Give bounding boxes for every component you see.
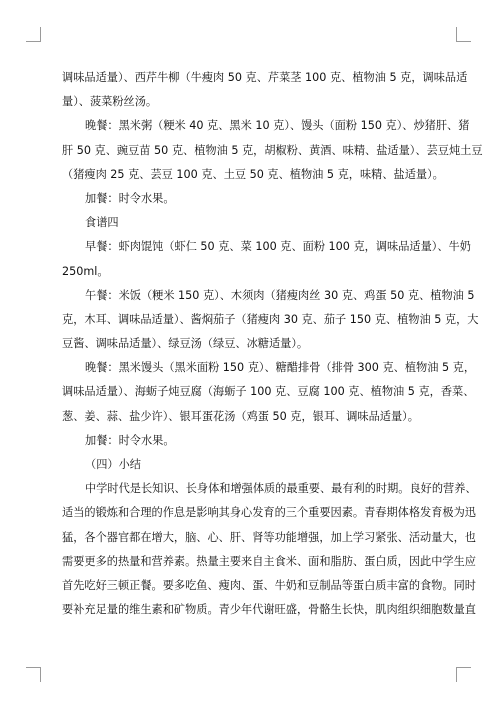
text-line: 量）、菠菜粉丝汤。: [62, 95, 158, 109]
text-line: 肝 50 克、豌豆苗 50 克、植物油 5 克，胡椒粉、黄酒、味精、盐适量）、芸豆炖土豆: [62, 143, 483, 157]
document-body: [62, 66, 483, 622]
text-line: 猛，各个器官都在增大，脑、心、肝、肾等功能增强，加上学习紧张、活动量大，也: [62, 530, 476, 544]
crop-mark-bottom-left: [26, 667, 41, 682]
text-line: （猪瘦肉 25 克、芸豆 100 克、土豆 50 克、植物油 5 克，味精、盐适量）。: [62, 167, 444, 181]
text-line: 豆酱、调味品适量）、绿豆汤（绿豆、冰糖适量）。: [62, 337, 309, 351]
text-line: 250ml。: [62, 264, 109, 278]
text-line: 调味品适量）、海蛎子炖豆腐（海蛎子 100 克、豆腐 100 克、植物油 5 克，香菜、: [62, 385, 475, 399]
text-line: 加餐：时令水果。: [85, 191, 175, 205]
text-line: 调味品适量）、西芹牛柳（牛瘦肉 50 克、芹菜茎 100 克、植物油 5 克，调味品适: [62, 71, 468, 84]
text-line: 晚餐：黑米馒头（黑米面粉 150 克）、糖醋排骨（排骨 300 克、植物油 5 克，: [85, 361, 476, 375]
text-line: 需要更多的热量和营养素。热量主要来自主食米、面和脂肪、蛋白质，因此中学生应: [62, 554, 476, 568]
section-heading: （四）小结: [85, 458, 141, 471]
crop-mark-top-right: [456, 27, 471, 42]
text-line: 中学时代是长知识、长身体和增强体质的最重要、最有利的时期。良好的营养、: [85, 482, 477, 496]
section-heading: 食谱四: [85, 216, 119, 230]
text-line: 早餐：虾肉馄饨（虾仁 50 克、菜 100 克、面粉 100 克，调味品适量）、牛奶: [85, 240, 471, 254]
text-line: 晚餐：黑米粥（粳米 40 克、黑米 10 克）、馒头（面粉 150 克）、炒猪肝、猪: [85, 119, 470, 133]
crop-mark-bottom-right: [456, 667, 471, 682]
text-line: 要补充足量的维生素和矿物质。青少年代谢旺盛，骨骼生长快，肌肉组织细胞数量直: [62, 603, 476, 617]
crop-mark-top-left: [26, 27, 41, 42]
text-line: 葱、姜、蒜、盐少许）、银耳蛋花汤（鸡蛋 50 克，银耳、调味品适量）。: [62, 409, 419, 423]
text-line: 克，木耳、调味品适量）、酱焖茄子（猪瘦肉 30 克、茄子 150 克、植物油 5 克，大: [62, 312, 479, 326]
text-line: 首先吃好三顿正餐。要多吃鱼、瘦肉、蛋、牛奶和豆制品等蛋白质丰富的食物。同时: [62, 578, 476, 592]
text-line: 适当的锻炼和合理的作息是影响其身心发育的三个重要因素。青春期体格发育极为迅: [62, 506, 476, 520]
text-line: 午餐：米饭（粳米 150 克）、木须肉（猪瘦肉丝 30 克、鸡蛋 50 克、植物油 5: [85, 288, 475, 302]
text-line: 加餐：时令水果。: [85, 433, 175, 447]
